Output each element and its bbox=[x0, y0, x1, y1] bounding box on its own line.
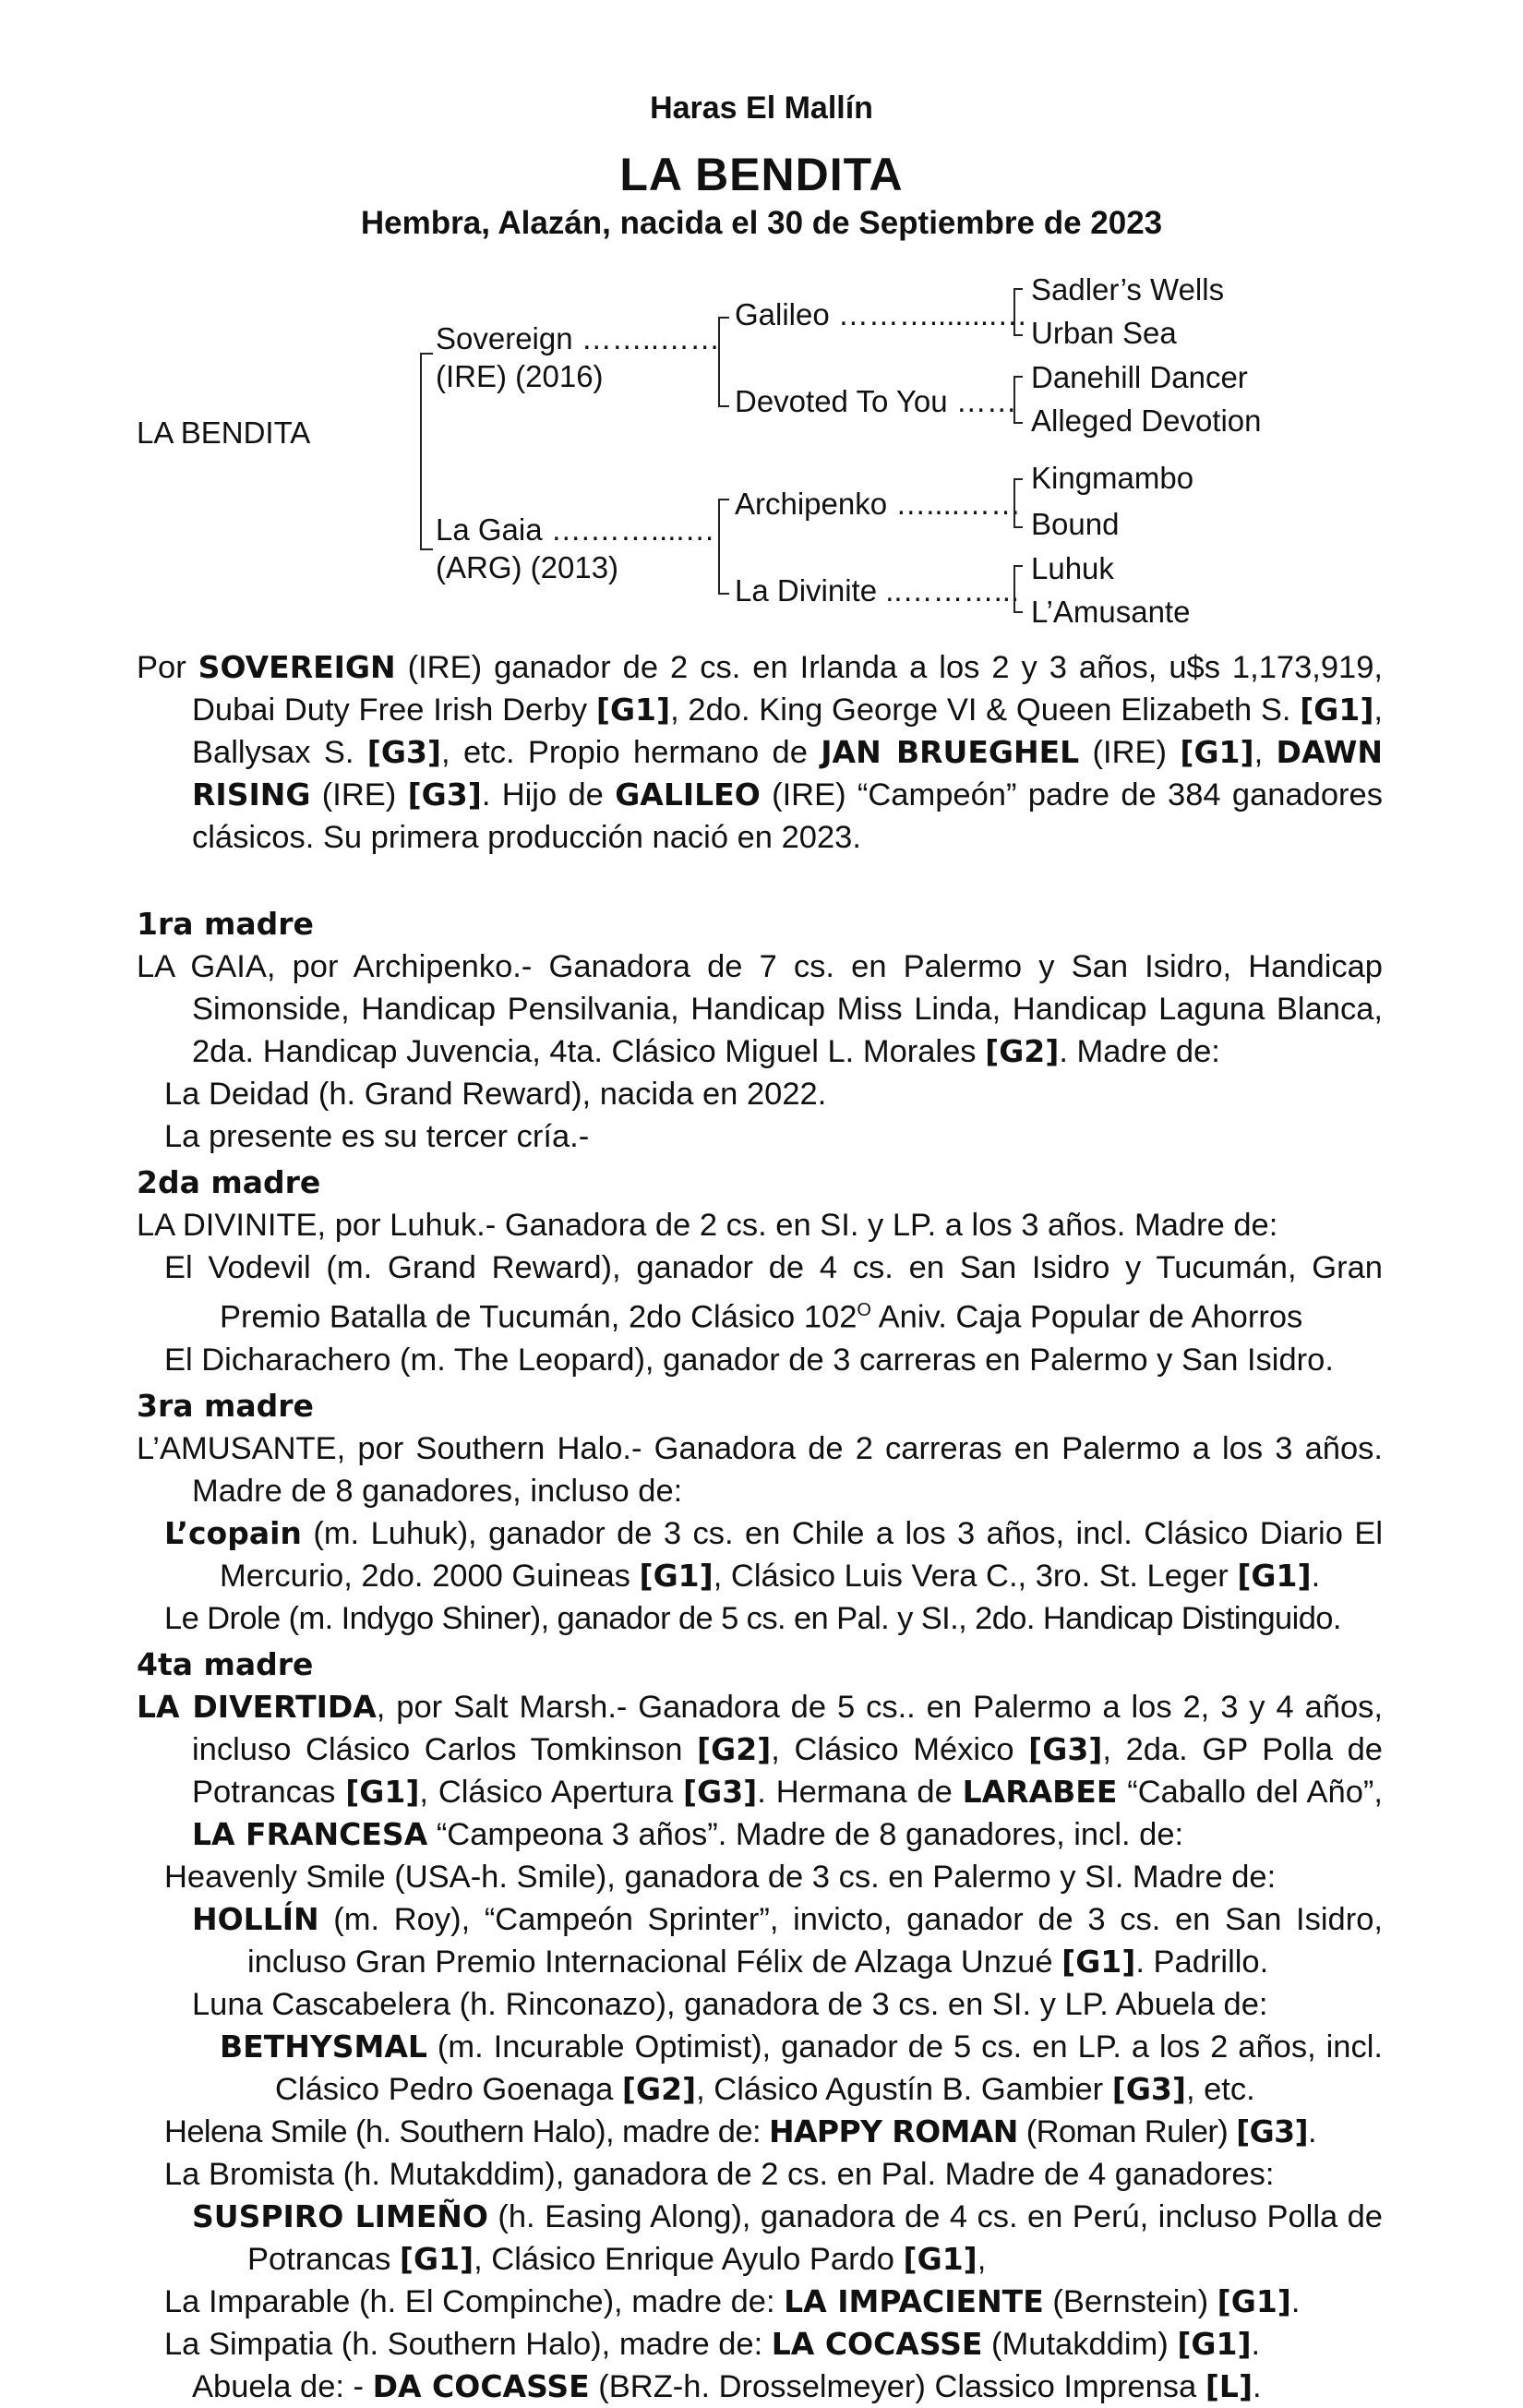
bracket-ss bbox=[1013, 288, 1023, 336]
pedigree-ddd: L’Amusante bbox=[1031, 595, 1191, 629]
fourth-dam-produce-heavenly-smile: Heavenly Smile (USA-h. Smile), ganadora de 3 cs. en Palermo y SI. Madre de: bbox=[164, 1859, 1277, 1895]
pedigree-ssd: Urban Sea bbox=[1031, 316, 1177, 350]
pedigree-sire-dam: Devoted To You …… bbox=[735, 384, 1017, 418]
pedigree-dss: Kingmambo bbox=[1031, 461, 1194, 495]
pedigree-sdd: Alleged Devotion bbox=[1031, 403, 1262, 438]
third-dam-produce-1: L’copain (m. Luhuk), ganador de 3 cs. en Chile a los 3 años, incl. Clásico Diario El Mercurio, 2do. 2000 Guineas [G1], Clásico Luis Vera C., 3ro. St. Leger [G1]. bbox=[164, 1514, 1383, 1594]
pedigree-dsd: Bound bbox=[1031, 507, 1120, 541]
fourth-dam-paragraph: LA DIVERTIDA, por Salt Marsh.- Ganadora de 5 cs.. en Palermo a los 2, 3 y 4 años, incluso Clásico Carlos Tomkinson [G2], Clásico México [G3], 2da. GP Polla de Potrancas [G1], Clásico Apertura [G3]. Hermana de LARABEE “Caballo del Año”, LA FRANCESA “Campeona 3 años”. Madre de 8 ganadores, incl. de: bbox=[137, 1688, 1383, 1852]
fourth-dam-produce-la-bromista: La Bromista (h. Mutakddim), ganadora de 2 cs. en Pal. Madre de 4 ganadores: bbox=[164, 2156, 1275, 2192]
third-dam-paragraph: L’AMUSANTE, por Southern Halo.- Ganadora de 2 carreras en Palermo a los 3 años. Madre de 8 ganadores, incluso de: bbox=[137, 1430, 1383, 1509]
pedigree-subject: LA BENDITA bbox=[137, 415, 311, 450]
stud-name: Haras El Mallín bbox=[650, 90, 873, 126]
second-dam-produce-2: El Dicharachero (m. The Leopard), ganador de 3 carreras en Palermo y San Isidro. bbox=[164, 1342, 1334, 1378]
fourth-dam-hollin: HOLLÍN (m. Roy), “Campeón Sprinter”, invicto, ganador de 3 cs. en San Isidro, incluso Gran Premio Internacional Félix de Alzaga Unzué [G1]. Padrillo. bbox=[192, 1900, 1383, 1980]
catalog-body bbox=[137, 646, 1383, 2408]
pedigree-sire: Sovereign ……..…… bbox=[436, 321, 721, 355]
bracket-gen1 bbox=[420, 353, 433, 550]
bracket-sire bbox=[718, 317, 729, 407]
pedigree-dam-dam: La Divinite ..………... bbox=[735, 573, 1020, 608]
fourth-dam-produce-helena-smile: Helena Smile (h. Southern Halo), madre de: HAPPY ROMAN (Roman Ruler) [G3]. bbox=[164, 2113, 1316, 2149]
pedigree-sss: Sadler’s Wells bbox=[1031, 272, 1225, 307]
first-dam-produce-1: La Deidad (h. Grand Reward), nacida en 2022. bbox=[164, 1077, 827, 1112]
second-dam-produce-1: El Vodevil (m. Grand Reward), ganador de 4 cs. en San Isidro y Tucumán, Gran Premio Batalla de Tucumán, 2do Clásico $102^O$ Aniv. Caja Popular de Ahorros bbox=[164, 1250, 1383, 1335]
fourth-dam-heading: 4ta madre bbox=[137, 1645, 314, 1682]
pedigree-dam: La Gaia ….……....… bbox=[436, 512, 715, 547]
first-dam-paragraph: LA GAIA, por Archipenko.- Ganadora de 7 cs. en Palermo y San Isidro, Handicap Simonside, Handicap Pensilvania, Handicap Miss Linda, Handicap Laguna Blanca, 2da. Handicap Juvencia, 4ta. Clásico Miguel L. Morales [G2]. Madre de: bbox=[137, 949, 1383, 1069]
fourth-dam-da-cocasse: Abuela de: - DA COCASSE (BRZ-h. Drosselmeyer) Classico Imprensa [L]. bbox=[192, 2367, 1262, 2404]
second-dam-heading: 2da madre bbox=[137, 1164, 321, 1200]
bracket-dam bbox=[718, 499, 729, 595]
fourth-dam-suspiro-limeno: SUSPIRO LIMEÑO (h. Easing Along), ganadora de 4 cs. en Perú, incluso Polla de Potrancas [G1], Clásico Enrique Ayulo Pardo [G1], bbox=[192, 2197, 1383, 2277]
fourth-dam-bethysmal: BETHYSMAL (m. Incurable Optimist), ganador de 5 cs. en LP. a los 2 años, incl. Clásico Pedro Goenaga [G2], Clásico Agustín B. Gambier [G3], etc. bbox=[220, 2028, 1383, 2107]
bracket-sd bbox=[1013, 376, 1023, 424]
bracket-dd bbox=[1013, 565, 1023, 613]
pedigree-sire-origin: (IRE) (2016) bbox=[436, 359, 604, 393]
third-dam-heading: 3ra madre bbox=[137, 1387, 314, 1424]
horse-name-title: LA BENDITA bbox=[619, 149, 904, 200]
first-dam-heading: 1ra madre bbox=[137, 906, 314, 942]
pedigree-dds: Luhuk bbox=[1031, 551, 1114, 585]
third-dam-produce-2: Le Drole (m. Indygo Shiner), ganador de 5 cs. en Pal. y SI., 2do. Handicap Distinguido. bbox=[164, 1600, 1341, 1636]
second-dam-paragraph: LA DIVINITE, por Luhuk.- Ganadora de 2 cs. en SI. y LP. a los 3 años. Madre de: bbox=[137, 1208, 1278, 1243]
pedigree-sds: Danehill Dancer bbox=[1031, 360, 1248, 394]
pedigree-sire-sire: Galileo ………........… bbox=[735, 297, 1028, 331]
sire-paragraph: Por SOVEREIGN (IRE) ganador de 2 cs. en Irlanda a los 2 y 3 años, u$s 1,173,919, Dubai Duty Free Irish Derby [G1], 2do. King George VI & Queen Elizabeth S. [G1], Ballysax S. [G3], etc. Propio hermano de JAN BRUEGHEL (IRE) [G1], DAWN RISING (IRE) [G3]. Hijo de GALILEO (IRE) “Campeón” padre de 384 ganadores clásicos. Su primera producción nació en 2023. bbox=[137, 649, 1384, 855]
bracket-ds bbox=[1013, 478, 1023, 528]
pedigree-dam-sire: Archipenko …....…… bbox=[735, 487, 1021, 521]
fourth-dam-produce-la-simpatia: La Simpatia (h. Southern Halo), madre de: LA COCASSE (Mutakddim) [G1]. bbox=[164, 2325, 1261, 2362]
fourth-dam-produce-luna-cascabelera: Luna Cascabelera (h. Rinconazo), ganadora de 3 cs. en SI. y LP. Abuela de: bbox=[192, 1986, 1268, 2022]
fourth-dam-produce-la-imparable: La Imparable (h. El Compinche), madre de: LA IMPACIENTE (Bernstein) [G1]. bbox=[164, 2282, 1301, 2319]
pedigree-dam-origin: (ARG) (2013) bbox=[436, 550, 619, 584]
horse-subtitle: Hembra, Alazán, nacida el 30 de Septiembre de 2023 bbox=[360, 205, 1163, 241]
first-dam-produce-2: La presente es su tercer cría.- bbox=[164, 1119, 590, 1154]
